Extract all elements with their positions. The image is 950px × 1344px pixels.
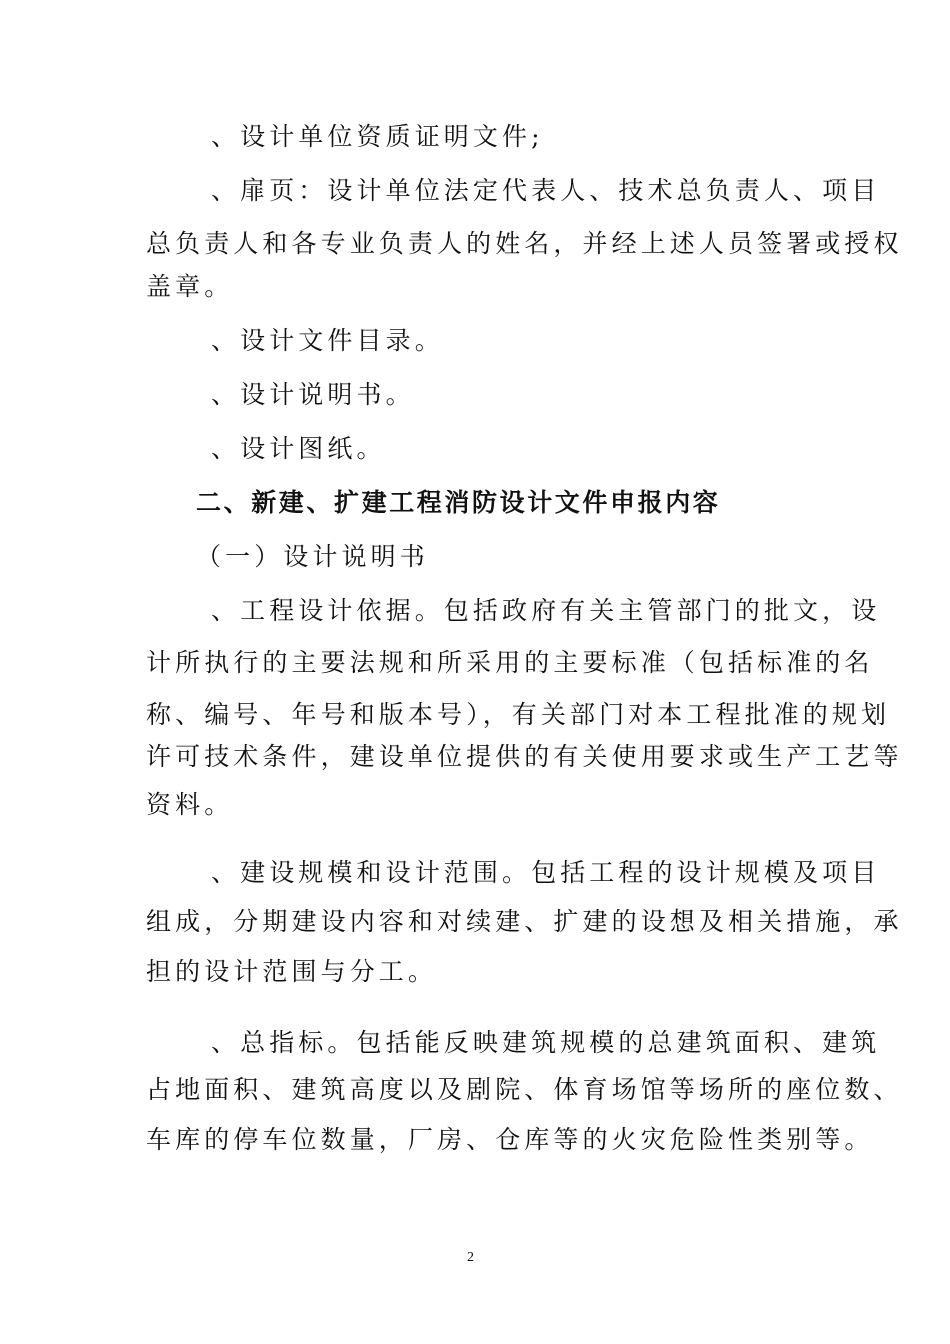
list-item-design-description: 、设计说明书。: [211, 380, 415, 409]
paragraph-line: 盖章。: [146, 272, 234, 301]
list-item-qualification: 、设计单位资质证明文件;: [211, 122, 544, 151]
paragraph-line: 许可技术条件，建设单位提供的有关使用要求或生产工艺等: [146, 742, 903, 771]
paragraph-line: 组成，分期建设内容和对续建、扩建的设想及相关措施，承: [146, 907, 903, 936]
paragraph-line: 担的设计范围与分工。: [146, 957, 438, 986]
paragraph-line: 车库的停车位数量，厂房、仓库等的火灾危险性类别等。: [146, 1125, 874, 1154]
paragraph-line: 占地面积、建筑高度以及剧院、体育场馆等场所的座位数、: [146, 1075, 903, 1104]
paragraph-indicators: 、总指标。包括能反映建筑规模的总建筑面积、建筑: [211, 1028, 881, 1057]
paragraph-basis: 、工程设计依据。包括政府有关主管部门的批文，设: [211, 596, 881, 625]
paragraph-line: 资料。: [146, 790, 234, 819]
list-item-title-page: 、扉页：设计单位法定代表人、技术总负责人、项目: [211, 176, 881, 205]
paragraph-line: 称、编号、年号和版本号），有关部门对本工程批准的规划: [146, 700, 891, 729]
page-number: 2: [467, 1250, 474, 1265]
list-item-file-catalog: 、设计文件目录。: [211, 326, 444, 355]
paragraph-scale: 、建设规模和设计范围。包括工程的设计规模及项目: [211, 858, 881, 887]
paragraph-line: 计所执行的主要法规和所采用的主要标准（包括标准的名: [146, 648, 874, 677]
paragraph-line: 总负责人和各专业负责人的姓名，并经上述人员签署或授权: [146, 229, 903, 258]
section-heading: 二、新建、扩建工程消防设计文件申报内容: [196, 488, 721, 517]
subsection-heading: （一）设计说明书: [196, 542, 429, 571]
list-item-design-drawings: 、设计图纸。: [211, 434, 386, 463]
